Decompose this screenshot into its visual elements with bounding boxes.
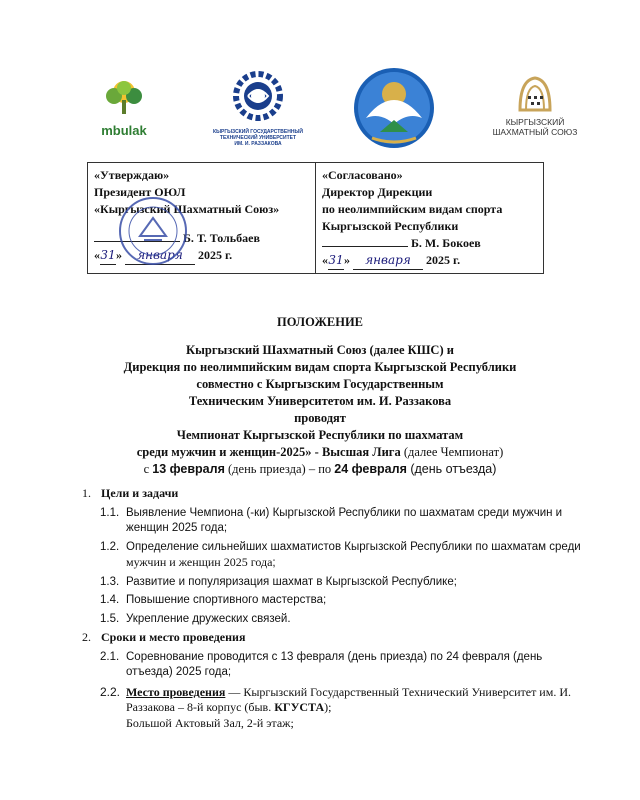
list-item: 2.1. Соревнование проводится с 13 февраля (день приезда) по 24 февраля (день отъезда) 2025 года; <box>100 650 543 678</box>
date-year: 2025 г. <box>198 248 233 262</box>
emblem-icon <box>352 62 436 152</box>
list-item: 1.1. Выявление Чемпиона (-ки) Кыргызской Республики по шахматам среди мужчин и женщин 2025 года; <box>100 506 563 534</box>
stamp-seal <box>118 196 188 266</box>
date-day: 31 <box>328 252 344 270</box>
chess-king-icon <box>490 74 580 112</box>
signature-line <box>322 246 408 247</box>
approval-signature <box>322 235 537 252</box>
intro-line: совместно с Кыргызским Государственным <box>196 377 444 391</box>
intro-line: Дирекция по неолимпийским видам спорта Кыргызской Республики <box>123 360 517 374</box>
chess-union-wordmark: КЫРГЫЗСКИЙ ШАХМАТНЫЙ СОЮЗ <box>492 117 578 137</box>
chess-union-logo <box>490 74 580 144</box>
state-emblem <box>352 62 436 152</box>
section-heading: 2. Сроки и место проведения <box>82 630 246 644</box>
mbulak-wordmark: mbulak <box>101 123 147 138</box>
approval-date: «31» января 2025 г. <box>94 247 309 265</box>
approval-right <box>315 163 543 273</box>
approval-position: Директор Дирекции <box>322 185 433 199</box>
list-item: 1.4. Повышение спортивного мастерства; <box>100 594 327 606</box>
document-sections <box>82 486 582 734</box>
list-item: 2.2. Место проведения — Кыргызский Государственный Технический Университет им. И. Раззакова – 8-й корпус (быв. КГУСТА); Большой Актовый Зал, 2-й этаж; <box>100 685 582 732</box>
section-heading: 1. Цели и задачи <box>82 486 179 500</box>
approval-organization-line1: по неолимпийским видам спорта <box>322 202 503 216</box>
approval-signer: Б. Т. Тольбаев <box>183 231 260 245</box>
list-item: 1.2. Определение сильнейших шахматистов Кыргызской Республики по шахматам среди мужчин и женщин 2025 года; <box>100 540 581 569</box>
approval-heading: «Согласовано» <box>322 168 403 182</box>
tree-icon <box>92 78 156 118</box>
date-month: января <box>353 252 423 270</box>
date-year: 2025 г. <box>426 253 461 267</box>
intro-line: проводят <box>294 411 346 425</box>
university-caption: КЫРГЫЗСКИЙ ГОСУДАРСТВЕННЫЙ ТЕХНИЧЕСКИЙ УНИВЕРСИТЕТ ИМ. И. РАЗЗАКОВА <box>213 129 303 147</box>
approval-organization: «Кыргызский Шахматный Союз» <box>94 202 280 216</box>
intro-line: среди мужчин и женщин-2025» - Высшая Лига (далее Чемпионат) <box>136 445 504 459</box>
date-day: 31 <box>100 247 116 265</box>
approval-heading: «Утверждаю» <box>94 168 170 182</box>
list-item: 1.5. Укрепление дружеских связей. <box>100 612 291 625</box>
intro-line: Техническим Университетом им. И. Раззакова <box>188 394 452 408</box>
approval-position: Президент ОЮЛ <box>94 185 186 199</box>
intro-dates: с 13 февраля (день приезда) – по 24 февраля (день отъезда) <box>143 462 497 476</box>
intro-line: Кыргызский Шахматный Союз (далее КШС) и <box>186 343 454 357</box>
approval-date: «31» января 2025 г. <box>322 252 537 270</box>
list-item: 1.3. Развитие и популяризация шахмат в Кыргызской Республике; <box>100 575 457 588</box>
mbulak-logo <box>92 78 156 138</box>
approval-organization-line2: Кыргызской Республики <box>322 219 459 233</box>
university-logo <box>208 70 308 150</box>
venue-hall: Большой Актовый Зал, 2-й этаж; <box>126 715 294 730</box>
gear-icon <box>208 70 308 124</box>
approval-signer: Б. М. Бокоев <box>411 236 481 250</box>
date-month: января <box>125 247 195 265</box>
document-intro <box>0 342 640 478</box>
document-title: ПОЛОЖЕНИЕ <box>276 315 364 329</box>
logo-row <box>0 62 640 154</box>
intro-line: Чемпионат Кыргызской Республики по шахматам <box>176 428 464 442</box>
